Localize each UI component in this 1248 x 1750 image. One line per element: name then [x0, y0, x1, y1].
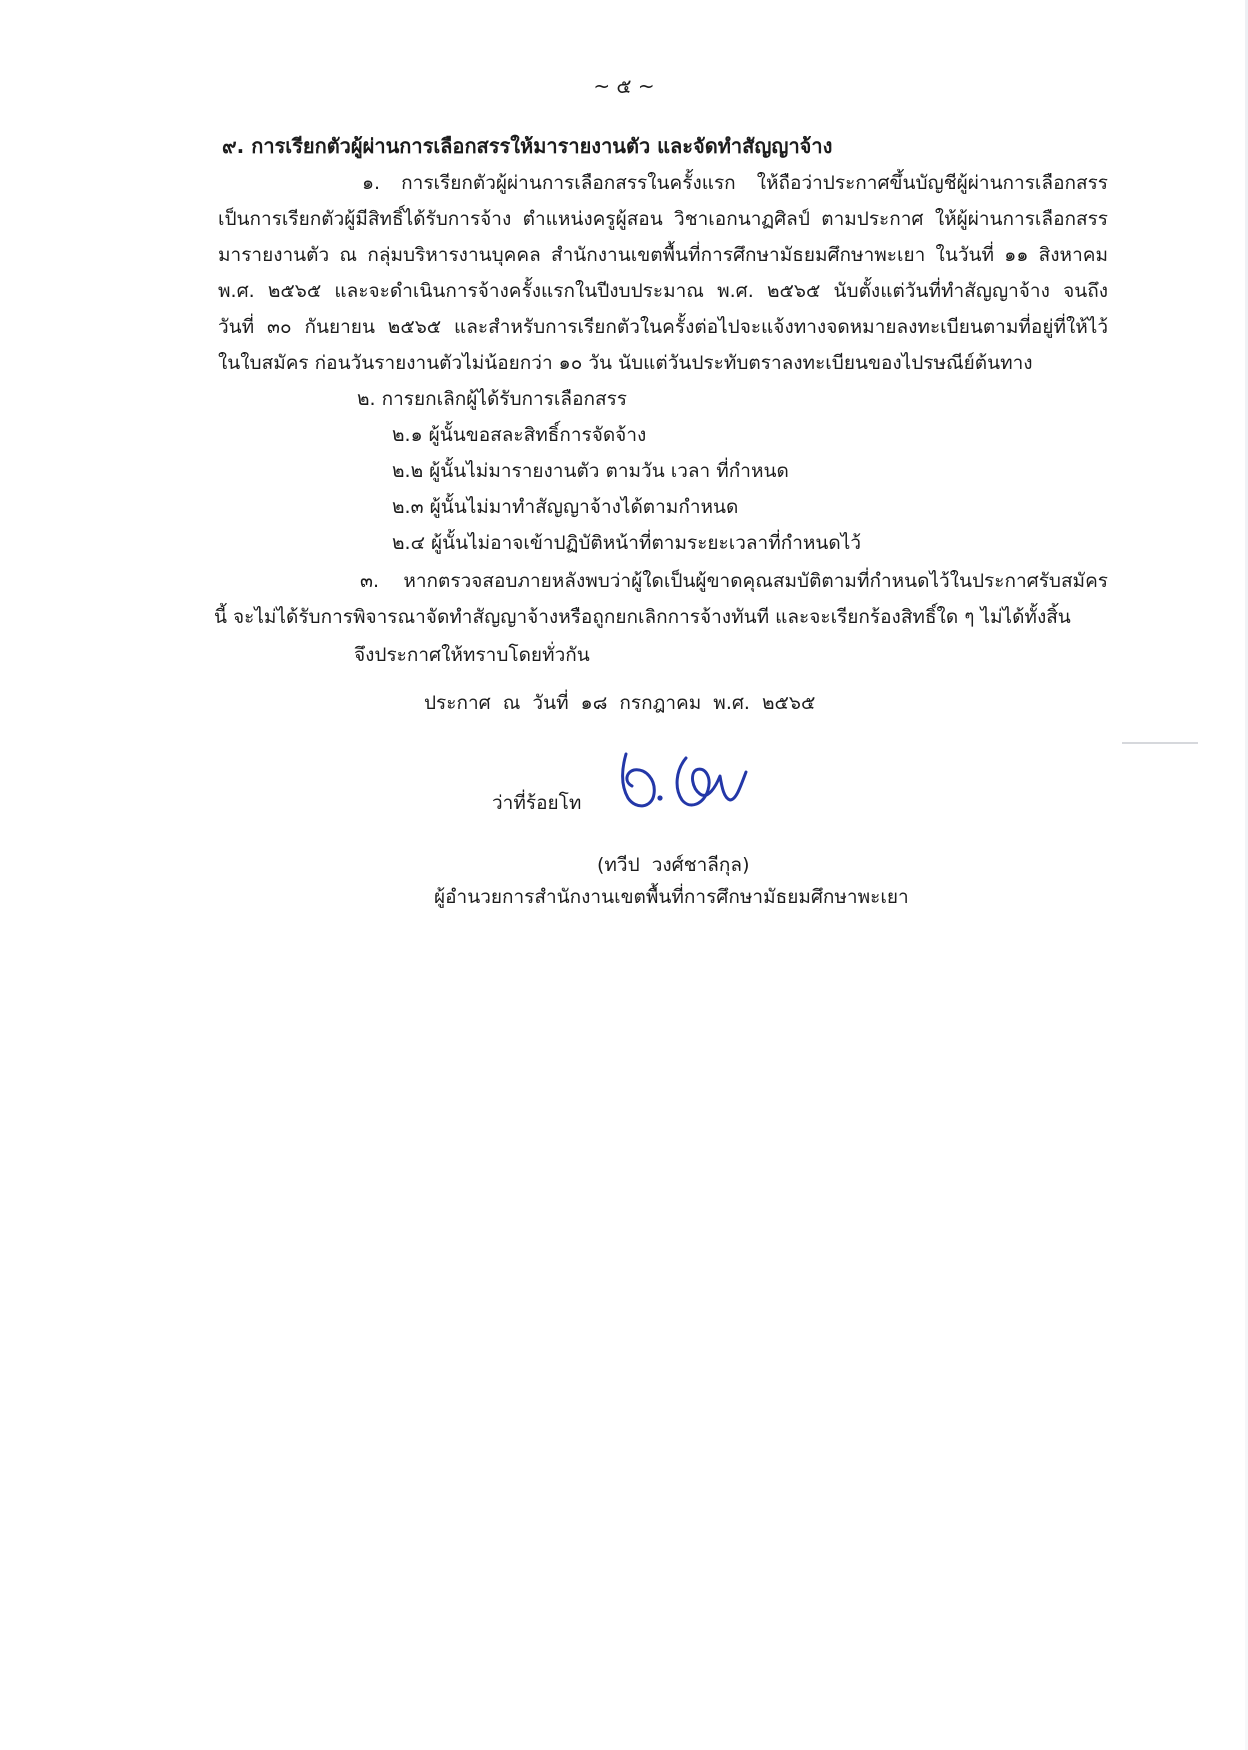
paragraph-2-item-4: ๒.๔ ผู้นั้นไม่อาจเข้าปฏิบัติหน้าที่ตามระยะเวลาที่กำหนดไว้: [392, 532, 861, 554]
paragraph-2-title: ๒. การยกเลิกผู้ได้รับการเลือกสรร: [357, 388, 627, 410]
handwritten-signature: [612, 748, 752, 816]
paragraph-1-line-5: วันที่ ๓๐ กันยายน ๒๕๖๕ และสำหรับการเรียกตัวในครั้งต่อไปจะแจ้งทางจดหมายลงทะเบียนตามที่อยู่ที่ให้ไว้: [218, 316, 1108, 338]
announcement-text: จึงประกาศให้ทราบโดยทั่วกัน: [354, 644, 590, 666]
paragraph-2-item-2: ๒.๒ ผู้นั้นไม่มารายงานตัว ตามวัน เวลา ที่กำหนด: [392, 460, 789, 482]
page-number: ~ ๕ ~: [593, 74, 655, 98]
paragraph-2-item-3: ๒.๓ ผู้นั้นไม่มาทำสัญญาจ้างได้ตามกำหนด: [392, 496, 739, 518]
signatory-position: ผู้อำนวยการสำนักงานเขตพื้นที่การศึกษามัธยมศึกษาพะเยา: [434, 886, 909, 908]
paragraph-1-line-6: ในใบสมัคร ก่อนวันรายงานตัวไม่น้อยกว่า ๑๐ วัน นับแต่วันประทับตราลงทะเบียนของไปรษณีย์ต้นทาง: [218, 352, 1033, 374]
paragraph-1-line-2: เป็นการเรียกตัวผู้มีสิทธิ์ได้รับการจ้าง ตำแหน่งครูผู้สอน วิชาเอกนาฏศิลป์ ตามประกาศ ให้ผู้ผ่านการเลือกสรร: [218, 208, 1108, 230]
paragraph-3-line-1: ๓. หากตรวจสอบภายหลังพบว่าผู้ใดเป็นผู้ขาดคุณสมบัติตามที่กำหนดไว้ในประกาศรับสมัคร: [360, 570, 1108, 592]
signatory-rank: ว่าที่ร้อยโท: [492, 792, 582, 814]
paragraph-3-line-2: นี้ จะไม่ได้รับการพิจารณาจัดทำสัญญาจ้างหรือถูกยกเลิกการจ้างทันที และจะเรียกร้องสิทธิ์ใด ๆ ไม่ได้ทั้งสิ้น: [214, 606, 1071, 628]
paragraph-1-line-1: ๑. การเรียกตัวผู้ผ่านการเลือกสรรในครั้งแรก ให้ถือว่าประกาศขึ้นบัญชีผู้ผ่านการเลือกสรร: [362, 172, 1108, 194]
announcement-date: ประกาศ ณ วันที่ ๑๘ กรกฎาคม พ.ศ. ๒๕๖๕: [424, 692, 816, 714]
signatory-name: (ทวีป วงศ์ชาลีกุล): [597, 854, 750, 876]
scan-artifact-line: [1122, 742, 1198, 744]
paragraph-1-line-3: มารายงานตัว ณ กลุ่มบริหารงานบุคคล สำนักงานเขตพื้นที่การศึกษามัธยมศึกษาพะเยา ในวันที่ ๑๑ สิงหาคม: [218, 244, 1108, 266]
section-heading: ๙. การเรียกตัวผู้ผ่านการเลือกสรรให้มารายงานตัว และจัดทำสัญญาจ้าง: [222, 134, 833, 158]
paragraph-2-item-1: ๒.๑ ผู้นั้นขอสละสิทธิ์การจัดจ้าง: [392, 424, 647, 446]
paragraph-1-line-4: พ.ศ. ๒๕๖๕ และจะดำเนินการจ้างครั้งแรกในปีงบประมาณ พ.ศ. ๒๕๖๕ นับตั้งแต่วันที่ทำสัญญาจ้าง จนถึง: [218, 280, 1108, 302]
